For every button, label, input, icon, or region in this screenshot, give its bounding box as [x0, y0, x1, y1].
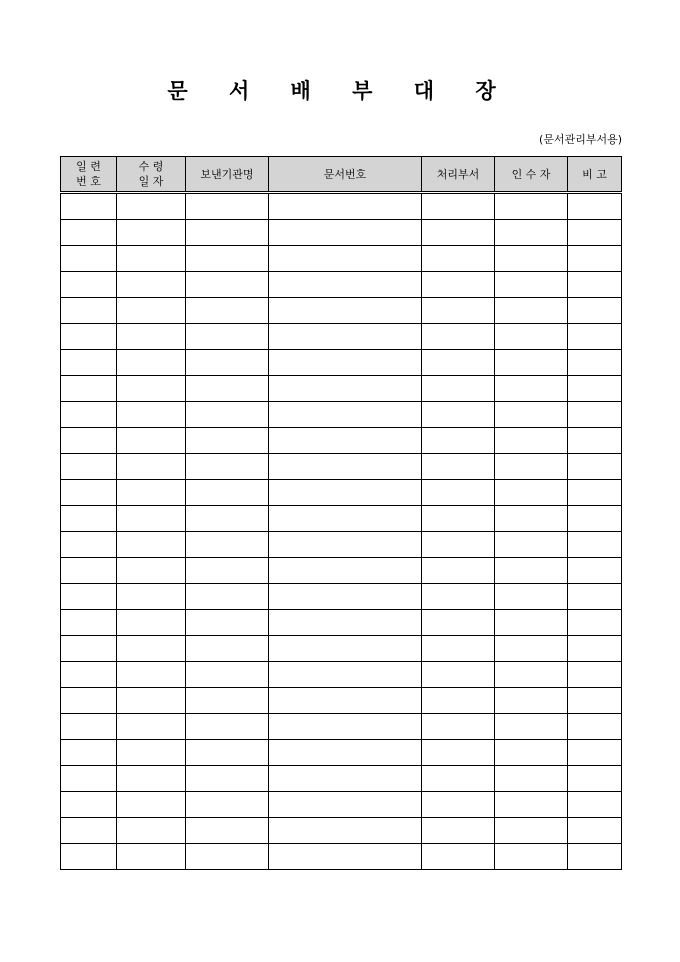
table-row — [61, 272, 622, 298]
table-cell — [117, 376, 186, 402]
table-cell — [495, 246, 568, 272]
table-cell — [269, 766, 422, 792]
document-title: 문 서 배 부 대 장 — [167, 78, 513, 103]
table-cell — [117, 766, 186, 792]
header-document-number-label: 문서번호 — [323, 167, 367, 181]
table-cell — [269, 610, 422, 636]
table-cell — [61, 662, 117, 688]
table-cell — [269, 636, 422, 662]
table-cell — [422, 662, 495, 688]
table-cell — [61, 740, 117, 766]
table-cell — [61, 480, 117, 506]
table-cell — [269, 272, 422, 298]
table-row — [61, 688, 622, 714]
table-cell — [495, 220, 568, 246]
table-cell — [568, 688, 622, 714]
table-cell — [61, 298, 117, 324]
table-cell — [568, 844, 622, 870]
table-cell — [495, 376, 568, 402]
header-sending-agency — [186, 157, 269, 193]
table-cell — [422, 480, 495, 506]
table-cell — [495, 350, 568, 376]
table-cell — [61, 792, 117, 818]
table-cell — [61, 220, 117, 246]
table-cell — [422, 844, 495, 870]
table-cell — [495, 558, 568, 584]
header-remarks-label: 비 고 — [582, 167, 607, 181]
table-cell — [495, 714, 568, 740]
table-cell — [568, 714, 622, 740]
table-cell — [269, 558, 422, 584]
table-cell — [61, 818, 117, 844]
table-cell — [422, 714, 495, 740]
table-cell — [568, 584, 622, 610]
table-cell — [269, 376, 422, 402]
table-cell — [422, 454, 495, 480]
table-cell — [568, 193, 622, 220]
table-cell — [495, 506, 568, 532]
table-row — [61, 636, 622, 662]
table-cell — [186, 532, 269, 558]
table-cell — [568, 428, 622, 454]
table-cell — [117, 844, 186, 870]
table-cell — [61, 532, 117, 558]
header-processing-department-label: 처리부서 — [436, 167, 480, 181]
table-cell — [495, 272, 568, 298]
table-cell — [495, 610, 568, 636]
table-cell — [568, 272, 622, 298]
table-cell — [495, 324, 568, 350]
header-recipient-label: 인 수 자 — [511, 167, 551, 181]
table-cell — [568, 636, 622, 662]
table-cell — [422, 402, 495, 428]
header-sending-agency-label: 보낸기관명 — [200, 167, 254, 181]
table-cell — [117, 714, 186, 740]
table-cell — [269, 584, 422, 610]
header-serial-number-line2: 번 호 — [76, 175, 101, 188]
table-cell — [495, 428, 568, 454]
table-cell — [269, 688, 422, 714]
table-cell — [186, 636, 269, 662]
table-row — [61, 193, 622, 220]
table-cell — [422, 220, 495, 246]
document-subtitle: (문서관리부서용) — [539, 133, 622, 146]
table-cell — [117, 193, 186, 220]
table-cell — [422, 376, 495, 402]
table-row — [61, 584, 622, 610]
table-cell — [568, 376, 622, 402]
table-cell — [568, 506, 622, 532]
table-cell — [186, 454, 269, 480]
table-cell — [61, 766, 117, 792]
table-cell — [568, 298, 622, 324]
table-cell — [186, 324, 269, 350]
table-row — [61, 402, 622, 428]
table-row — [61, 220, 622, 246]
table-cell — [269, 220, 422, 246]
table-cell — [61, 610, 117, 636]
table-cell — [117, 792, 186, 818]
table-cell — [269, 246, 422, 272]
table-cell — [61, 844, 117, 870]
table-cell — [422, 350, 495, 376]
table-row — [61, 532, 622, 558]
table-cell — [186, 792, 269, 818]
table-cell — [422, 558, 495, 584]
table-cell — [117, 324, 186, 350]
table-cell — [495, 636, 568, 662]
table-cell — [495, 454, 568, 480]
table-cell — [186, 376, 269, 402]
table-cell — [186, 246, 269, 272]
header-serial-number-line1: 일 련 — [76, 160, 101, 173]
table-row — [61, 610, 622, 636]
table-cell — [568, 246, 622, 272]
table-cell — [422, 818, 495, 844]
table-cell — [495, 766, 568, 792]
table-cell — [422, 324, 495, 350]
table-cell — [495, 792, 568, 818]
header-received-date-line2: 일 자 — [138, 175, 164, 188]
table-cell — [117, 454, 186, 480]
table-cell — [422, 246, 495, 272]
table-cell — [269, 402, 422, 428]
table-cell — [568, 792, 622, 818]
header-processing-department — [422, 157, 495, 193]
table-row — [61, 298, 622, 324]
table-cell — [117, 532, 186, 558]
table-cell — [568, 402, 622, 428]
header-serial-number — [61, 157, 117, 193]
table-cell — [422, 428, 495, 454]
table-cell — [495, 662, 568, 688]
table-cell — [117, 506, 186, 532]
table-cell — [117, 662, 186, 688]
table-cell — [568, 532, 622, 558]
table-cell — [422, 636, 495, 662]
table-cell — [61, 506, 117, 532]
table-cell — [269, 324, 422, 350]
table-cell — [186, 272, 269, 298]
header-received-date — [117, 157, 186, 193]
table-cell — [61, 454, 117, 480]
table-cell — [568, 350, 622, 376]
table-row — [61, 558, 622, 584]
table-cell — [495, 818, 568, 844]
table-cell — [422, 193, 495, 220]
table-cell — [422, 298, 495, 324]
table-cell — [269, 662, 422, 688]
table-row — [61, 376, 622, 402]
table-cell — [117, 636, 186, 662]
table-cell — [61, 193, 117, 220]
table-cell — [568, 324, 622, 350]
table-cell — [61, 350, 117, 376]
table-cell — [422, 532, 495, 558]
table-cell — [186, 220, 269, 246]
table-row — [61, 766, 622, 792]
table-cell — [61, 688, 117, 714]
table-row — [61, 428, 622, 454]
table-row — [61, 506, 622, 532]
table-cell — [61, 324, 117, 350]
table-row — [61, 324, 622, 350]
table-cell — [269, 532, 422, 558]
table-cell — [117, 428, 186, 454]
table-cell — [269, 480, 422, 506]
table-cell — [269, 818, 422, 844]
table-cell — [186, 506, 269, 532]
table-cell — [269, 506, 422, 532]
table-row — [61, 740, 622, 766]
table-cell — [422, 506, 495, 532]
table-cell — [568, 766, 622, 792]
table-cell — [495, 584, 568, 610]
table-cell — [117, 818, 186, 844]
table-cell — [61, 584, 117, 610]
table-cell — [269, 350, 422, 376]
table-row — [61, 792, 622, 818]
table-cell — [61, 376, 117, 402]
table-cell — [495, 193, 568, 220]
table-cell — [495, 844, 568, 870]
table-cell — [117, 558, 186, 584]
table-row — [61, 454, 622, 480]
table-cell — [186, 584, 269, 610]
table-row — [61, 480, 622, 506]
table-cell — [186, 428, 269, 454]
table-cell — [186, 402, 269, 428]
header-received-date-line1: 수 령 — [138, 160, 164, 173]
table-cell — [186, 688, 269, 714]
table-cell — [61, 636, 117, 662]
table-cell — [269, 792, 422, 818]
table-cell — [186, 818, 269, 844]
table-cell — [422, 272, 495, 298]
table-cell — [186, 714, 269, 740]
table-cell — [422, 740, 495, 766]
table-cell — [568, 558, 622, 584]
table-cell — [117, 688, 186, 714]
table-cell — [117, 246, 186, 272]
table-cell — [186, 766, 269, 792]
table-cell — [186, 558, 269, 584]
table-cell — [568, 818, 622, 844]
table-cell — [269, 740, 422, 766]
table-cell — [269, 454, 422, 480]
header-remarks — [568, 157, 622, 193]
table-cell — [117, 298, 186, 324]
table-cell — [186, 662, 269, 688]
table-cell — [186, 740, 269, 766]
table-cell — [117, 402, 186, 428]
table-cell — [568, 454, 622, 480]
table-cell — [61, 246, 117, 272]
table-cell — [495, 688, 568, 714]
table-cell — [186, 610, 269, 636]
table-cell — [61, 558, 117, 584]
table-cell — [186, 298, 269, 324]
table-row — [61, 818, 622, 844]
table-row — [61, 350, 622, 376]
table-cell — [186, 844, 269, 870]
table-cell — [422, 792, 495, 818]
table-row — [61, 246, 622, 272]
table-cell — [269, 298, 422, 324]
header-document-number — [269, 157, 422, 193]
table-body — [61, 193, 622, 870]
table-row — [61, 662, 622, 688]
table-cell — [269, 428, 422, 454]
table-cell — [186, 350, 269, 376]
table-cell — [495, 298, 568, 324]
table-cell — [117, 480, 186, 506]
table-cell — [186, 193, 269, 220]
table-cell — [422, 584, 495, 610]
table-cell — [117, 610, 186, 636]
table-header-row — [61, 157, 622, 193]
distribution-ledger-table — [60, 156, 622, 870]
table-cell — [495, 532, 568, 558]
table-cell — [568, 740, 622, 766]
table-cell — [422, 766, 495, 792]
table-cell — [117, 220, 186, 246]
table-cell — [186, 480, 269, 506]
table-cell — [568, 480, 622, 506]
table-cell — [61, 402, 117, 428]
table-cell — [568, 220, 622, 246]
table-cell — [117, 584, 186, 610]
table-row — [61, 844, 622, 870]
table-cell — [568, 662, 622, 688]
table-cell — [269, 844, 422, 870]
table-cell — [422, 610, 495, 636]
table-cell — [117, 272, 186, 298]
table-cell — [61, 714, 117, 740]
table-cell — [269, 193, 422, 220]
table-cell — [117, 350, 186, 376]
table-cell — [495, 740, 568, 766]
table-cell — [495, 402, 568, 428]
header-recipient — [495, 157, 568, 193]
table-row — [61, 714, 622, 740]
table-cell — [61, 428, 117, 454]
table-cell — [61, 272, 117, 298]
table-cell — [117, 740, 186, 766]
table-cell — [568, 610, 622, 636]
table-cell — [269, 714, 422, 740]
table-cell — [495, 480, 568, 506]
table-cell — [422, 688, 495, 714]
